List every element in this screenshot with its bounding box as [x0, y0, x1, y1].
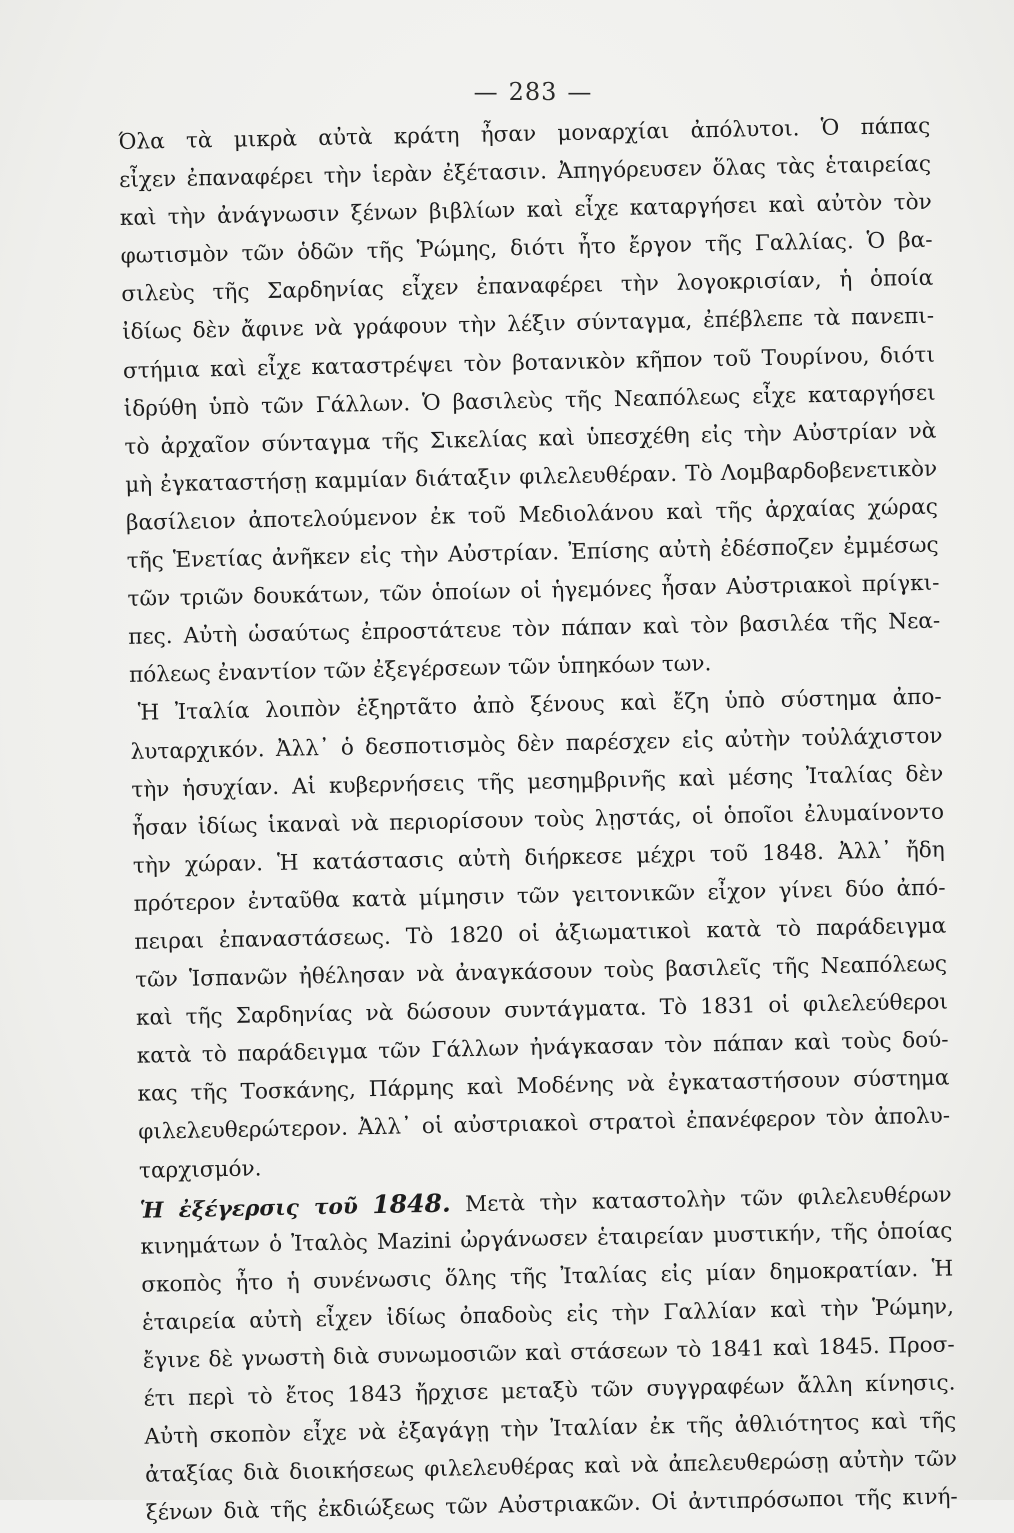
- text-line: ἰδίως δὲν ἄφινε νὰ γράφουν τὴν λέξιν σύνταγμα, ἐπέβλεπε τὰ πανεπι-: [121, 304, 935, 346]
- text-line: φιλελευθερώτερον. Ἀλλ᾽ οἱ αὐστριακοὶ στρατοὶ ἐπανέφερον τὸν ἀπολυ-: [137, 1103, 951, 1146]
- text-line: σκοπὸς ἦτο ἡ συνένωσις ὅλης τῆς Ἰταλίας εἰς μίαν δημοκρατίαν. Ἡ: [141, 1256, 954, 1298]
- section-heading-year: 1848.: [372, 1188, 451, 1219]
- text-line: καὶ τὴν ἀνάγνωσιν ξένων βιβλίων καὶ εἶχε καταργήσει καὶ αὐτὸν τὸν: [119, 189, 932, 232]
- text-line: εἶχεν ἐπαναφέρει τὴν ἱερὰν ἐξέτασιν. Ἀπηγόρευσεν ὅλας τὰς ἑταιρείας: [118, 151, 932, 194]
- body-text: [118, 108, 956, 1533]
- page-number: [118, 78, 928, 106]
- text-line: πες. Αὐτὴ ὡσαύτως ἐπροστάτευε τὸν πάπαν καὶ τὸν βασιλέα τῆς Νεα-: [128, 608, 941, 651]
- text-line: τῶν Ἱσπανῶν ἠθέλησαν νὰ ἀναγκάσουν τοὺς βασιλεῖς τῆς Νεαπόλεως: [134, 951, 948, 993]
- text-line: φωτισμὸν τῶν ὁδῶν τῆς Ῥώμης, διότι ἦτο ἔργον τῆς Γαλλίας. Ὁ βα-: [120, 227, 933, 270]
- text-line: λυταρχικόν. Ἀλλ᾽ ὁ δεσποτισμὸς δὲν παρέσχεν εἰς αὐτὴν τοὐλάχιστον: [130, 723, 943, 765]
- page-number-dash-right: —: [567, 78, 593, 106]
- text-line: ταρχισμόν.: [138, 1155, 262, 1184]
- text-line: τὴν ἡσυχίαν. Αἱ κυβερνήσεις τῆς μεσημβρινῆς καὶ μέσης Ἰταλίας δὲν: [131, 761, 944, 803]
- text-line: ἑταιρεία αὐτὴ εἶχεν ἰδίως ὀπαδοὺς εἰς τὴν Γαλλίαν καὶ τὴν Ῥώμην,: [141, 1294, 955, 1336]
- text-line: Όλα τὰ μικρὰ αὐτὰ κράτη ἦσαν μοναρχίαι ἀπόλυτοι. Ὁ πάπας: [118, 113, 931, 155]
- text-line: τὴν χώραν. Ἡ κατάστασις αὐτὴ διήρκεσε μέχρι τοῦ 1848. Ἀλλ᾽ ἤδη: [132, 837, 945, 879]
- page-number-dash-left: —: [473, 78, 499, 106]
- text-line: τῆς Ἑνετίας ἀνῆκεν εἰς τὴν Αὐστρίαν. Ἐπίσης αὐτὴ ἐδέσποζεν ἐμμέσως: [126, 532, 939, 574]
- text-line: ἀταξίας διὰ διοικήσεως φιλελευθέρας καὶ νὰ ἀπελευθερώσῃ αὐτὴν τῶν: [144, 1446, 958, 1489]
- page-number-value: 283: [508, 78, 558, 106]
- text-line: κινημάτων ὁ Ἰταλὸς Mazini ὠργάνωσεν ἑταιρείαν μυστικήν, τῆς ὁποίας: [140, 1218, 953, 1260]
- text-line: σιλεὺς τῆς Σαρδηνίας εἶχεν ἐπαναφέρει τὴν λογοκρισίαν, ἡ ὁποία: [121, 266, 934, 308]
- section-heading: Ἡ ἐξέγερσις τοῦ: [139, 1194, 359, 1224]
- paragraph-start-line: Ἡ Ἰταλία λοιπὸν ἐξηρτᾶτο ἀπὸ ξένους καὶ ἔζη ὑπὸ σύστημα ἀπο-: [137, 684, 942, 727]
- text-line: καὶ τῆς Σαρδηνίας νὰ δώσουν συντάγματα. Τὸ 1831 οἱ φιλελεύθεροι: [135, 989, 949, 1031]
- text-line: πειραι ἐπαναστάσεως. Τὸ 1820 οἱ ἀξιωματικοὶ κατὰ τὸ παράδειγμα: [134, 913, 947, 955]
- text-line: Αὐτὴ σκοπὸν εἶχε νὰ ἐξαγάγῃ τὴν Ἰταλίαν ἐκ τῆς ἀθλιότητος καὶ τῆς: [144, 1408, 957, 1450]
- text-line: τῶν τριῶν δουκάτων, τῶν ὁποίων οἱ ἡγεμόνες ἦσαν Αὐστριακοὶ πρίγκι-: [127, 570, 940, 613]
- text-line: τὸ ἀρχαῖον σύνταγμα τῆς Σικελίας καὶ ὑπεσχέθη εἰς τὴν Αὐστρίαν νὰ: [124, 418, 937, 460]
- text-line: ἦσαν ἰδίως ἱκαναὶ νὰ περιορίσουν τοὺς λῃστάς, οἱ ὁποῖοι ἐλυμαίνοντο: [131, 799, 945, 841]
- text-line: πρότερον ἐνταῦθα κατὰ μίμησιν τῶν γειτονικῶν εἶχον γίνει δύο ἀπό-: [133, 875, 946, 917]
- text-line: ξένων διὰ τῆς ἐκδιώξεως τῶν Αὐστριακῶν. Οἱ ἀντιπρόσωποι τῆς κινή-: [145, 1484, 958, 1527]
- text-line: ἱδρύθη ὑπὸ τῶν Γάλλων. Ὁ βασιλεὺς τῆς Νεαπόλεως εἶχε καταργήσει: [123, 380, 936, 422]
- text-line: στήμια καὶ εἶχε καταστρέψει τὸν βοτανικὸν κῆπον τοῦ Τουρίνου, διότι: [122, 342, 936, 384]
- text-line: μὴ ἐγκαταστήσῃ καμμίαν διάταξιν φιλελευθέραν. Τὸ Λομβαρδοβενετικὸν: [125, 456, 938, 498]
- text-line: έτι περὶ τὸ ἔτος 1843 ἤρχισε μεταξὺ τῶν συγγραφέων ἄλλη κίνησις.: [143, 1370, 956, 1412]
- text-line: βασίλειον ἀποτελούμενον ἐκ τοῦ Μεδιολάνου καὶ τῆς ἀρχαίας χώρας: [125, 494, 939, 536]
- text-line: κας τῆς Τοσκάνης, Πάρμης καὶ Μοδένης νὰ ἐγκαταστήσουν σύστημα: [137, 1065, 950, 1108]
- text-line: ἔγινε δὲ γνωστὴ διὰ συνωμοσιῶν καὶ στάσεων τὸ 1841 καὶ 1845. Προσ-: [142, 1332, 955, 1374]
- section-heading-line-rest: Μετὰ τὴν καταστολὴν τῶν φιλελευθέρων: [464, 1182, 952, 1217]
- text-line: πόλεως ἐναντίον τῶν ἐξεγέρσεων τῶν ὑπηκόων των.: [128, 651, 712, 689]
- text-line: κατὰ τὸ παράδειγμα τῶν Γάλλων ἠνάγκασαν τὸν πάπαν καὶ τοὺς δού-: [136, 1027, 949, 1070]
